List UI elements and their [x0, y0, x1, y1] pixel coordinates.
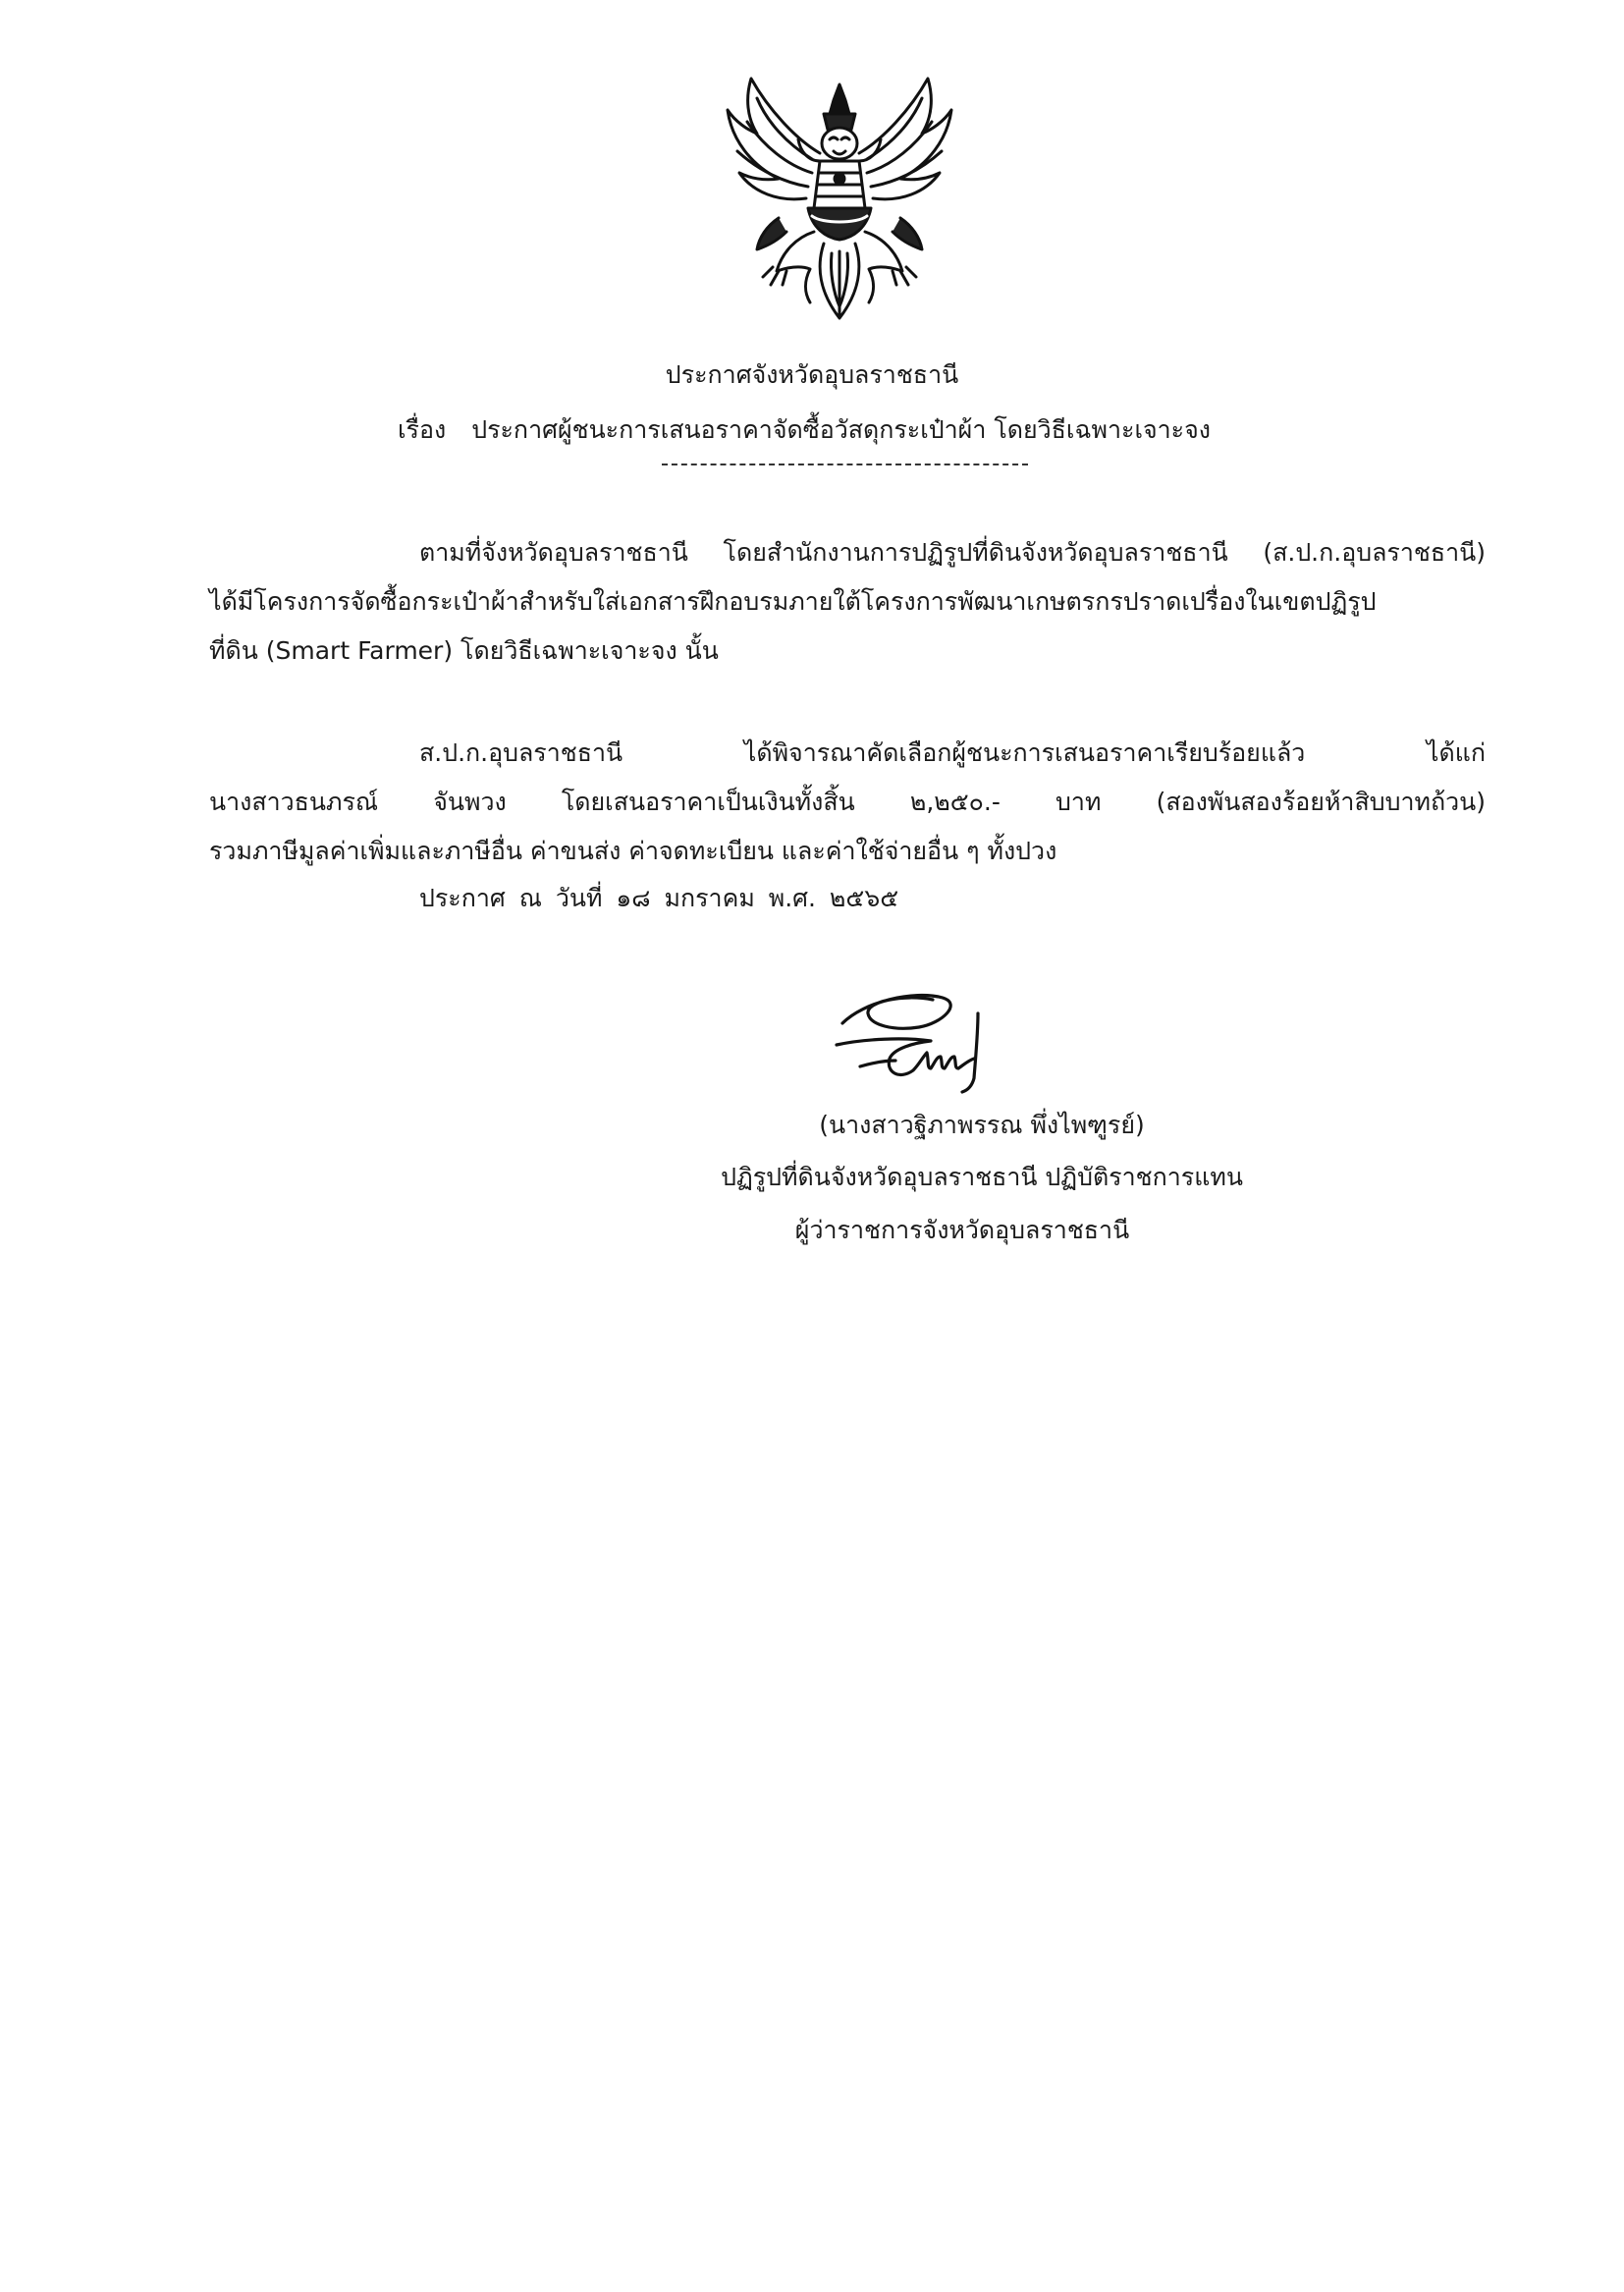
paragraph-line: ตามที่จังหวัดอุบลราชธานี โดยสำนักงานการปฏิรูปที่ดินจังหวัดอุบลราชธานี (ส.ป.ก.อุบลราชธานี)	[419, 538, 1486, 567]
paragraph-background	[209, 528, 1486, 676]
paragraph-line: ได้มีโครงการจัดซื้อกระเป๋าผ้าสำหรับใส่เอกสารฝึกอบรมภายใต้โครงการพัฒนาเกษตรกรปราดเปรื่องในเขตปฏิรูป	[209, 587, 1377, 616]
signatory-position: ปฏิรูปที่ดินจังหวัดอุบลราชธานี ปฏิบัติราชการแทน	[721, 1163, 1243, 1191]
heading-divider	[662, 464, 1028, 465]
signatory-title: ผู้ว่าราชการจังหวัดอุบลราชธานี	[794, 1216, 1130, 1244]
subject-text: ประกาศผู้ชนะการเสนอราคาจัดซื้อวัสดุกระเป๋าผ้า โดยวิธีเฉพาะเจาะจง	[471, 415, 1211, 444]
announcement-agency: ประกาศจังหวัดอุบลราชธานี	[665, 360, 959, 389]
garuda-emblem-icon	[718, 71, 961, 336]
announcement-date: ประกาศ ณ วันที่ ๑๘ มกราคม พ.ศ. ๒๕๖๕	[419, 884, 899, 912]
paragraph-line: ส.ป.ก.อุบลราชธานี ได้พิจารณาคัดเลือกผู้ชนะการเสนอราคาเรียบร้อยแล้ว ได้แก่	[419, 738, 1486, 767]
paragraph-line: ที่ดิน (Smart Farmer) โดยวิธีเฉพาะเจาะจง นั้น	[209, 636, 719, 665]
paragraph-line: นางสาวธนภรณ์ จันพวง โดยเสนอราคาเป็นเงินทั้งสิ้น ๒,๒๕๐.- บาท (สองพันสองร้อยห้าสิบบาทถ้วน)	[209, 788, 1486, 816]
paragraph-result	[209, 729, 1486, 876]
handwritten-signature-icon	[825, 984, 1021, 1104]
paragraph-line: รวมภาษีมูลค่าเพิ่มและภาษีอื่น ค่าขนส่ง ค่าจดทะเบียน และค่าใช้จ่ายอื่น ๆ ทั้งปวง	[209, 837, 1057, 865]
subject-label: เรื่อง	[398, 415, 447, 444]
signatory-name: (นางสาวฐิภาพรรณ พึ่งไพฑูรย์)	[819, 1111, 1145, 1139]
announcement-subject	[398, 410, 1211, 450]
